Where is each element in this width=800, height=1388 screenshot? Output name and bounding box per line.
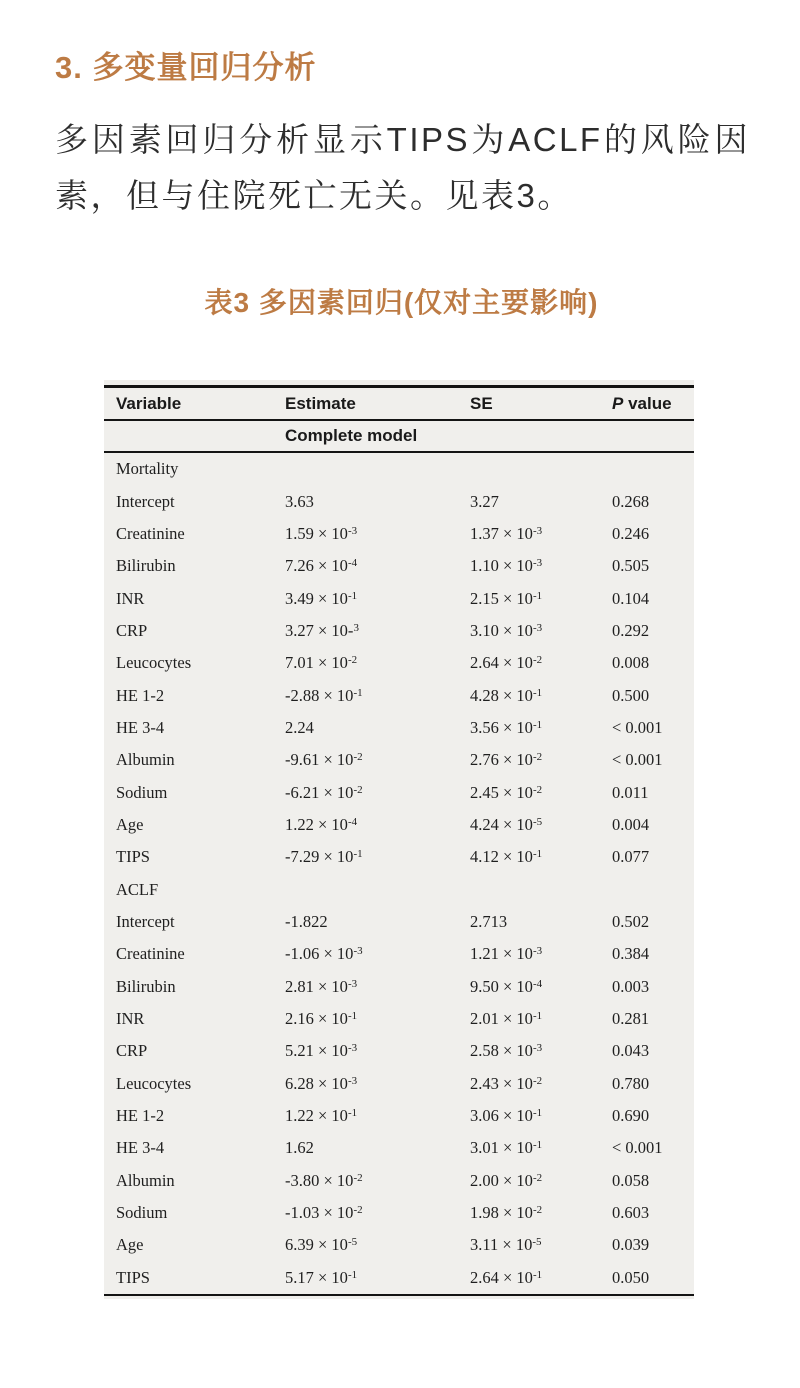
p-value-cell: 0.268 [612,491,650,511]
se-cell: $3.11 \times 10^{-5}$ [470,1235,542,1255]
column-header-p-value: P value [612,393,672,413]
estimate-cell: $3.49 \times 10^{-1}$ [285,588,358,608]
p-value-cell: 0.004 [612,814,650,834]
estimate-cell: $-9.61 \times 10^{-2}$ [285,750,363,770]
estimate-cell: $-3.80 \times 10^{-2}$ [285,1170,363,1190]
se-cell: $1.21 \times 10^{-3}$ [470,944,543,964]
p-value-cell: 0.281 [612,1009,650,1029]
estimate-cell: $1.22 \times 10^{-1}$ [285,1106,358,1126]
estimate-cell: 2.24 [285,717,314,737]
variable-cell: Creatinine [116,523,185,543]
variable-cell: INR [116,588,145,608]
table-row [104,1003,694,1035]
variable-cell: Albumin [116,750,175,770]
variable-cell: TIPS [116,847,150,867]
table-row [104,1068,694,1100]
regression-table [104,380,694,1299]
se-cell: $3.01 \times 10^{-1}$ [470,1138,543,1158]
table-row [104,550,694,582]
column-header-estimate: Estimate [285,393,356,413]
se-cell: $2.76 \times 10^{-2}$ [470,750,543,770]
estimate-cell: $7.01 \times 10^{-2}$ [285,653,358,673]
table-row [104,1229,694,1261]
se-cell: 2.713 [470,911,508,931]
se-cell: $1.10 \times 10^{-3}$ [470,556,543,576]
variable-cell: Leucocytes [116,1073,192,1093]
variable-cell: TIPS [116,1267,150,1287]
estimate-cell: 1.62 [285,1138,314,1158]
table-row [104,615,694,647]
variable-cell: Intercept [116,491,175,511]
variable-cell: HE 3-4 [116,717,165,737]
p-value-cell: 0.603 [612,1203,650,1223]
se-cell: $1.37 \times 10^{-3}$ [470,523,543,543]
table-row [104,1132,694,1164]
variable-cell: Leucocytes [116,653,192,673]
estimate-cell: $-6.21 \times 10^{-2}$ [285,782,363,802]
estimate-cell: $6.39 \times 10^{-5}$ [285,1235,358,1255]
p-value-cell: < 0.001 [612,717,663,737]
se-cell: $4.12 \times 10^{-1}$ [470,847,543,867]
estimate-cell: $7.26 \times 10^{-4}$ [285,556,358,576]
variable-cell: HE 1-2 [116,685,165,705]
p-value-cell: 0.384 [612,944,650,964]
column-header-se: SE [470,393,493,413]
p-value-cell: 0.011 [612,782,649,802]
table-row [104,938,694,970]
p-value-cell: 0.690 [612,1106,650,1126]
table-row [104,744,694,776]
estimate-cell: $-1.06 \times 10^{-3}$ [285,944,363,964]
p-value-cell: 0.502 [612,911,650,931]
table-row [104,679,694,711]
p-value-cell: 0.500 [612,685,650,705]
estimate-cell: $1.22 \times 10^{-4}$ [285,814,358,834]
table-row [104,1262,694,1294]
variable-cell: Sodium [116,1203,168,1223]
p-value-cell: 0.050 [612,1267,650,1287]
p-value-cell: 0.292 [612,620,650,640]
table-row [104,485,694,517]
estimate-cell: $5.21 \times 10^{-3}$ [285,1041,358,1061]
p-value-cell: 0.043 [612,1041,650,1061]
p-value-cell: 0.039 [612,1235,650,1255]
estimate-cell: -1.822 [285,911,328,931]
se-cell: $3.10 \times 10^{-3}$ [470,620,543,640]
se-cell: $2.64 \times 10^{-2}$ [470,653,543,673]
variable-cell: Age [116,814,144,834]
table-row [104,712,694,744]
variable-cell: Intercept [116,911,175,931]
estimate-cell: $1.59 \times 10^{-3}$ [285,523,358,543]
p-value-cell: 0.058 [612,1170,650,1190]
table-row [104,971,694,1003]
p-value-cell: 0.780 [612,1073,650,1093]
table-row [104,1100,694,1132]
se-cell: $2.58 \times 10^{-3}$ [470,1041,543,1061]
p-value-cell: < 0.001 [612,750,663,770]
variable-cell: CRP [116,1041,148,1061]
table-row [104,1165,694,1197]
table-header-row [104,388,694,419]
variable-cell: Bilirubin [116,556,176,576]
se-cell: 3.27 [470,491,499,511]
estimate-cell: $5.17 \times 10^{-1}$ [285,1267,358,1287]
variable-cell: Age [116,1235,144,1255]
table-row [104,841,694,873]
article-page [0,48,800,1299]
p-value-cell: < 0.001 [612,1138,663,1158]
table-bottom-rule [104,1294,694,1296]
p-value-cell: 0.505 [612,556,650,576]
table-row [104,906,694,938]
p-value-cell: 0.077 [612,847,650,867]
table-section-row [104,873,694,905]
p-value-cell: 0.008 [612,653,650,673]
se-cell: $2.43 \times 10^{-2}$ [470,1073,543,1093]
p-value-cell: 0.104 [612,588,650,608]
variable-cell: Albumin [116,1170,175,1190]
p-value-cell: 0.246 [612,523,650,543]
estimate-cell: 3.27 × 10-$^3$ [285,620,359,640]
variable-cell: Mortality [116,459,179,479]
section-heading: 3. 多变量回归分析 [55,50,317,85]
table-row [104,647,694,679]
estimate-cell: 3.63 [285,491,314,511]
table-row [104,809,694,841]
p-value-cell: 0.003 [612,976,650,996]
se-cell: $2.01 \times 10^{-1}$ [470,1009,543,1029]
estimate-cell: $-1.03 \times 10^{-2}$ [285,1203,363,1223]
se-cell: $3.06 \times 10^{-1}$ [470,1106,543,1126]
variable-cell: INR [116,1009,145,1029]
se-cell: $2.64 \times 10^{-1}$ [470,1267,543,1287]
variable-cell: ACLF [116,879,159,899]
variable-cell: Creatinine [116,944,185,964]
variable-cell: Bilirubin [116,976,176,996]
variable-cell: HE 3-4 [116,1138,165,1158]
se-cell: $1.98 \times 10^{-2}$ [470,1203,543,1223]
table-subheader-row [104,419,694,451]
estimate-cell: $-2.88 \times 10^{-1}$ [285,685,363,705]
se-cell: $4.28 \times 10^{-1}$ [470,685,543,705]
estimate-cell: $2.81 \times 10^{-3}$ [285,976,358,996]
se-cell: $9.50 \times 10^{-4}$ [470,976,543,996]
body-paragraph: 多因素回归分析显示TIPS为ACLF的风险因素，但与住院死亡无关。见表3。 [55,121,750,214]
table-section-row [104,453,694,485]
table-body [104,451,694,1294]
se-cell: $2.00 \times 10^{-2}$ [470,1170,543,1190]
variable-cell: HE 1-2 [116,1106,165,1126]
variable-cell: Sodium [116,782,168,802]
se-cell: $4.24 \times 10^{-5}$ [470,814,543,834]
column-header-variable: Variable [116,393,182,413]
se-cell: $2.45 \times 10^{-2}$ [470,782,543,802]
estimate-cell: $-7.29 \times 10^{-1}$ [285,847,363,867]
subheader-label: Complete model [285,426,418,445]
table-caption: 表3 多因素回归(仅对主要影响) [204,287,599,318]
table-row [104,518,694,550]
estimate-cell: $6.28 \times 10^{-3}$ [285,1073,358,1093]
table-row [104,776,694,808]
table-row [104,1035,694,1067]
table-row [104,1197,694,1229]
estimate-cell: $2.16 \times 10^{-1}$ [285,1009,358,1029]
variable-cell: CRP [116,620,148,640]
se-cell: $3.56 \times 10^{-1}$ [470,717,543,737]
se-cell: $2.15 \times 10^{-1}$ [470,588,543,608]
table-row [104,582,694,614]
